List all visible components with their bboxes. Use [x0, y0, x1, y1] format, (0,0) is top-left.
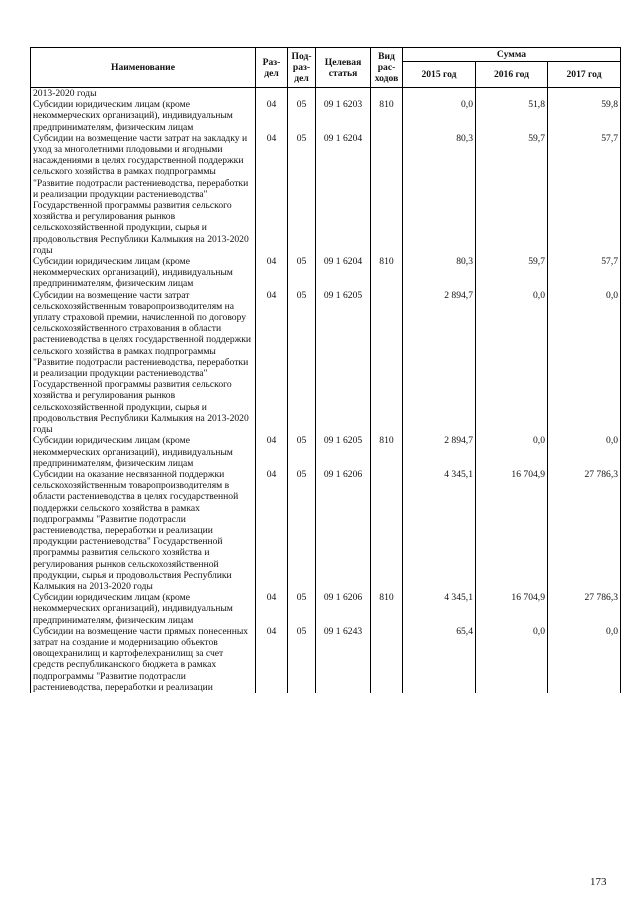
row-vid: 810	[371, 256, 403, 290]
table-row	[31, 626, 621, 693]
table-body	[31, 88, 621, 693]
row-razdel: 04	[256, 290, 288, 436]
row-sum-2016: 16 704,9	[476, 592, 548, 626]
table-row	[31, 133, 621, 256]
row-razdel: 04	[256, 469, 288, 592]
header-2015: 2015 год	[403, 62, 476, 88]
row-razdel: 04	[256, 626, 288, 693]
row-podrazdel: 05	[288, 435, 316, 469]
row-vid	[371, 290, 403, 436]
row-name: Субсидии юридическим лицам (кроме некоммерческих организаций), индивидуальным предпринимателям, физическим лицам	[31, 99, 256, 133]
row-sum-2015: 65,4	[403, 626, 476, 693]
page-number: 173	[590, 876, 607, 888]
row-target: 09 1 6243	[316, 626, 371, 693]
row-vid	[371, 133, 403, 256]
header-2016: 2016 год	[476, 62, 548, 88]
row-name: 2013-2020 годы	[31, 88, 256, 100]
row-target: 09 1 6206	[316, 469, 371, 592]
row-sum-2015	[403, 88, 476, 100]
header-name: Наименование	[31, 48, 256, 88]
budget-table	[30, 47, 621, 693]
table-row	[31, 256, 621, 290]
row-razdel: 04	[256, 435, 288, 469]
row-podrazdel: 05	[288, 133, 316, 256]
table-row	[31, 469, 621, 592]
row-name: Субсидии юридическим лицам (кроме некоммерческих организаций), индивидуальным предпринимателям, физическим лицам	[31, 592, 256, 626]
row-sum-2017	[548, 88, 621, 100]
row-target: 09 1 6204	[316, 256, 371, 290]
row-sum-2017: 59,8	[548, 99, 621, 133]
row-sum-2015: 2 894,7	[403, 290, 476, 436]
row-name: Субсидии на возмещение части затрат сельскохозяйственным товаропроизводителям на уплату страховой премии, начисленной по договору сельскохозяйственного страхования в области растениеводства в целях государственной поддержки сельского хозяйства в рамках подпрограммы "Развитие подотрасли растениеводства, переработки и реализации продукции растениеводства" Государственной программы развития сельского хозяйства и регулирования рынков сельскохозяйственной продукции, сырья и продовольствия Республики Калмыкия на 2013-2020 годы	[31, 290, 256, 436]
row-vid: 810	[371, 99, 403, 133]
row-podrazdel: 05	[288, 626, 316, 693]
row-razdel: 04	[256, 592, 288, 626]
row-razdel: 04	[256, 99, 288, 133]
row-razdel: 04	[256, 133, 288, 256]
row-target: 09 1 6205	[316, 290, 371, 436]
table-header	[31, 48, 621, 88]
row-vid	[371, 626, 403, 693]
row-name: Субсидии на оказание несвязанной поддержки сельскохозяйственным товаропроизводителям в области растениеводства в целях государственной поддержки сельского хозяйства в рамках подпрограммы "Развитие подотрасли растениеводства, переработки и реализации продукции растениеводства" Государственной программы развития сельского хозяйства и регулирования рынков сельскохозяйственной продукции, сырья и продовольствия Республики Калмыкия на 2013-2020 годы	[31, 469, 256, 592]
row-sum-2017: 27 786,3	[548, 592, 621, 626]
row-podrazdel	[288, 88, 316, 100]
table-row	[31, 88, 621, 100]
row-target: 09 1 6206	[316, 592, 371, 626]
row-sum-2015: 4 345,1	[403, 469, 476, 592]
row-vid	[371, 88, 403, 100]
header-sum: Сумма	[403, 48, 621, 62]
row-sum-2017: 0,0	[548, 626, 621, 693]
row-sum-2016: 0,0	[476, 435, 548, 469]
row-podrazdel: 05	[288, 469, 316, 592]
table-row	[31, 290, 621, 436]
row-sum-2015: 4 345,1	[403, 592, 476, 626]
header-target: Целевая статья	[316, 48, 371, 88]
row-sum-2017: 0,0	[548, 290, 621, 436]
row-sum-2017: 57,7	[548, 133, 621, 256]
row-podrazdel: 05	[288, 99, 316, 133]
row-sum-2016	[476, 88, 548, 100]
row-razdel: 04	[256, 256, 288, 290]
row-sum-2015: 2 894,7	[403, 435, 476, 469]
row-vid	[371, 469, 403, 592]
header-2017: 2017 год	[548, 62, 621, 88]
row-vid: 810	[371, 435, 403, 469]
row-target	[316, 88, 371, 100]
row-name: Субсидии юридическим лицам (кроме некоммерческих организаций), индивидуальным предпринимателям, физическим лицам	[31, 435, 256, 469]
row-sum-2016: 59,7	[476, 256, 548, 290]
header-podrazdel: Под- раз- дел	[288, 48, 316, 88]
row-target: 09 1 6203	[316, 99, 371, 133]
row-sum-2015: 80,3	[403, 133, 476, 256]
table-row	[31, 435, 621, 469]
row-vid: 810	[371, 592, 403, 626]
table-row	[31, 592, 621, 626]
row-podrazdel: 05	[288, 256, 316, 290]
row-podrazdel: 05	[288, 592, 316, 626]
row-sum-2017: 57,7	[548, 256, 621, 290]
row-sum-2015: 80,3	[403, 256, 476, 290]
row-razdel	[256, 88, 288, 100]
row-name: Субсидии на возмещение части затрат на закладку и уход за многолетними плодовыми и ягодными насаждениями в целях государственной поддержки сельского хозяйства в рамках подпрограммы "Развитие подотрасли растениеводства, переработки и реализации продукции растениеводства" Государственной программы развития сельского хозяйства и регулирования рынков сельскохозяйственной продукции, сырья и продовольствия Республики Калмыкия на 2013-2020 годы	[31, 133, 256, 256]
row-sum-2017: 0,0	[548, 435, 621, 469]
row-podrazdel: 05	[288, 290, 316, 436]
row-sum-2016: 59,7	[476, 133, 548, 256]
header-razdel: Раз- дел	[256, 48, 288, 88]
row-sum-2016: 51,8	[476, 99, 548, 133]
row-sum-2016: 0,0	[476, 626, 548, 693]
row-name: Субсидии на возмещение части прямых понесенных затрат на создание и модернизацию объектов овощехранилищ и картофелехранилищ за счет средств республиканского бюджета в рамках подпрограммы "Развитие подотрасли растениеводства, переработки и реализации	[31, 626, 256, 693]
row-sum-2017: 27 786,3	[548, 469, 621, 592]
row-target: 09 1 6205	[316, 435, 371, 469]
row-name: Субсидии юридическим лицам (кроме некоммерческих организаций), индивидуальным предпринимателям, физическим лицам	[31, 256, 256, 290]
table-row	[31, 99, 621, 133]
row-sum-2016: 16 704,9	[476, 469, 548, 592]
header-vid: Вид рас- ходов	[371, 48, 403, 88]
row-target: 09 1 6204	[316, 133, 371, 256]
row-sum-2016: 0,0	[476, 290, 548, 436]
row-sum-2015: 0,0	[403, 99, 476, 133]
